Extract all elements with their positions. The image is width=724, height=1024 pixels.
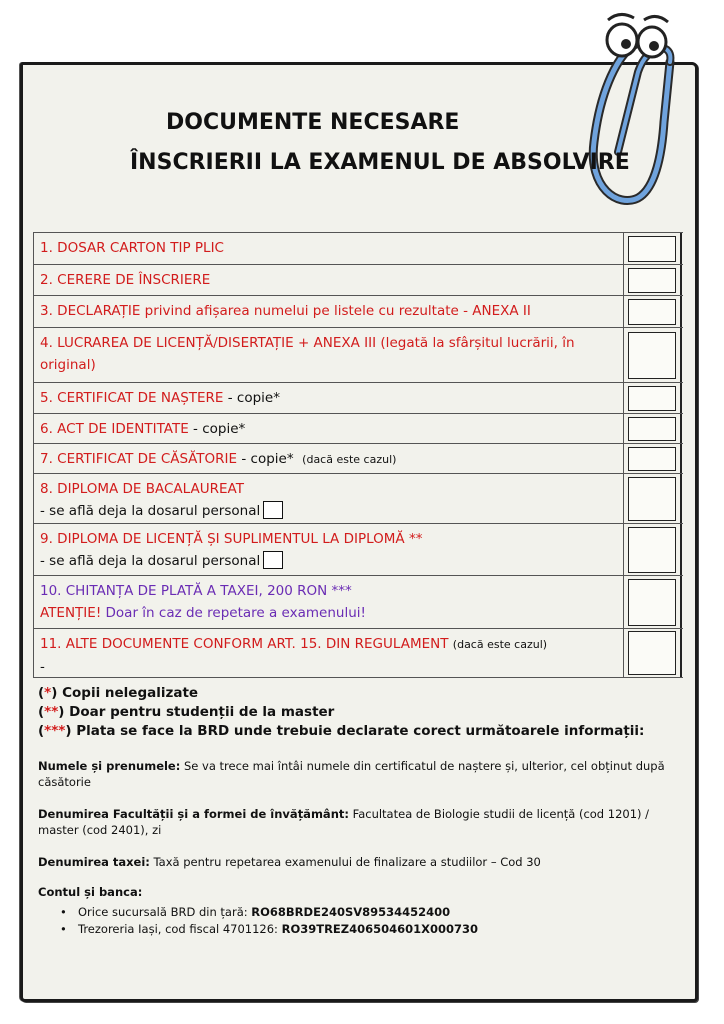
document-checkbox[interactable] <box>628 236 676 262</box>
document-checkbox[interactable] <box>628 417 676 441</box>
document-label: 5. CERTIFICAT DE NAȘTERE <box>40 390 224 406</box>
document-label: 8. DIPLOMA DE BACALAUREAT <box>40 481 244 497</box>
document-suffix: - copie* <box>237 451 294 467</box>
bank-accounts <box>38 884 478 938</box>
document-label: 6. ACT DE IDENTITATE <box>40 421 189 437</box>
document-suffix: - copie* <box>188 421 246 437</box>
document-row <box>33 473 683 523</box>
document-checkbox[interactable] <box>628 299 676 325</box>
footnote: (**) Doar pentru studenții de la master <box>38 704 335 720</box>
document-checkbox[interactable] <box>628 332 676 379</box>
document-label: 7. CERTIFICAT DE CĂSĂTORIE <box>40 451 238 467</box>
document-label: 10. CHITANȚA DE PLATĂ A TAXEI, 200 RON *** <box>40 583 352 599</box>
document-checkbox[interactable] <box>628 447 676 471</box>
document-checkbox[interactable] <box>628 631 676 675</box>
warning-text: Doar în caz de repetare a examenului! <box>101 605 366 621</box>
document-row <box>33 327 683 382</box>
document-suffix: - copie* <box>223 390 280 406</box>
document-row <box>33 264 683 295</box>
document-label: 9. DIPLOMA DE LICENȚĂ ȘI SUPLIMENTUL LA DIPLOMĂ ** <box>40 531 423 547</box>
documents-checklist <box>33 232 683 678</box>
document-row <box>33 295 683 327</box>
document-label: 1. DOSAR CARTON TIP PLIC <box>34 233 624 264</box>
bank-label: Contul și banca: <box>38 885 143 899</box>
document-checkbox[interactable] <box>628 477 676 521</box>
info-fee: Denumirea taxei: Taxă pentru repetarea examenului de finalizare a studiilor – Cod 30 <box>38 855 541 869</box>
document-row <box>33 443 683 473</box>
document-row <box>33 382 683 413</box>
bank-item: • Trezoreria Iași, cod fiscal 4701126: RO39TREZ406504601X000730 <box>60 921 478 938</box>
document-checkbox[interactable] <box>628 268 676 293</box>
document-subline: - se află deja la dosarul personal <box>40 503 261 519</box>
document-row <box>33 413 683 443</box>
document-checkbox[interactable] <box>628 579 676 626</box>
bank-item: • Orice sucursală BRD din țară: RO68BRDE240SV89534452400 <box>60 904 478 921</box>
info-faculty: Denumirea Facultății și a formei de învățământ: Facultatea de Biologie studii de licență (cod 1201) / master (cod 2401), zi <box>38 807 650 837</box>
document-subline: - <box>40 659 45 675</box>
document-label: 11. ALTE DOCUMENTE CONFORM ART. 15. DIN REGULAMENT <box>40 636 449 652</box>
document-note: (dacă este cazul) <box>302 453 397 466</box>
on-file-checkbox[interactable] <box>263 551 283 569</box>
warning-label: ATENȚIE! <box>40 605 102 621</box>
footnote: (*) Copii nelegalizate <box>38 685 199 701</box>
title-line-1: DOCUMENTE NECESARE <box>166 110 460 135</box>
document-row <box>33 628 683 678</box>
document-row <box>33 575 683 628</box>
document-checkbox[interactable] <box>628 386 676 411</box>
document-checkbox[interactable] <box>628 527 676 573</box>
footnote: (***) Plata se face la BRD unde trebuie declarate corect următoarele informații: <box>38 723 645 739</box>
document-label: 4. LUCRAREA DE LICENȚĂ/DISERTAȚIE + ANEXA III (legată la sfârșitul lucrării, în original) <box>34 328 624 382</box>
document-row <box>33 232 683 264</box>
document-subline: - se află deja la dosarul personal <box>40 553 261 569</box>
document-label: 2. CERERE DE ÎNSCRIERE <box>34 265 624 295</box>
title-line-2: ÎNSCRIERII LA EXAMENUL DE ABSOLVIRE <box>130 150 630 175</box>
document-row <box>33 523 683 575</box>
on-file-checkbox[interactable] <box>263 501 283 519</box>
paperclip-mascot-icon <box>578 2 698 214</box>
footnotes <box>38 684 644 741</box>
document-note: (dacă este cazul) <box>452 638 548 651</box>
document-label: 3. DECLARAȚIE privind afișarea numelui pe listele cu rezultate - ANEXA II <box>34 296 624 327</box>
info-name: Numele și prenumele: Se va trece mai întâi numele din certificatul de naștere și, ulterior, cel obținut după căsătorie <box>38 759 665 789</box>
